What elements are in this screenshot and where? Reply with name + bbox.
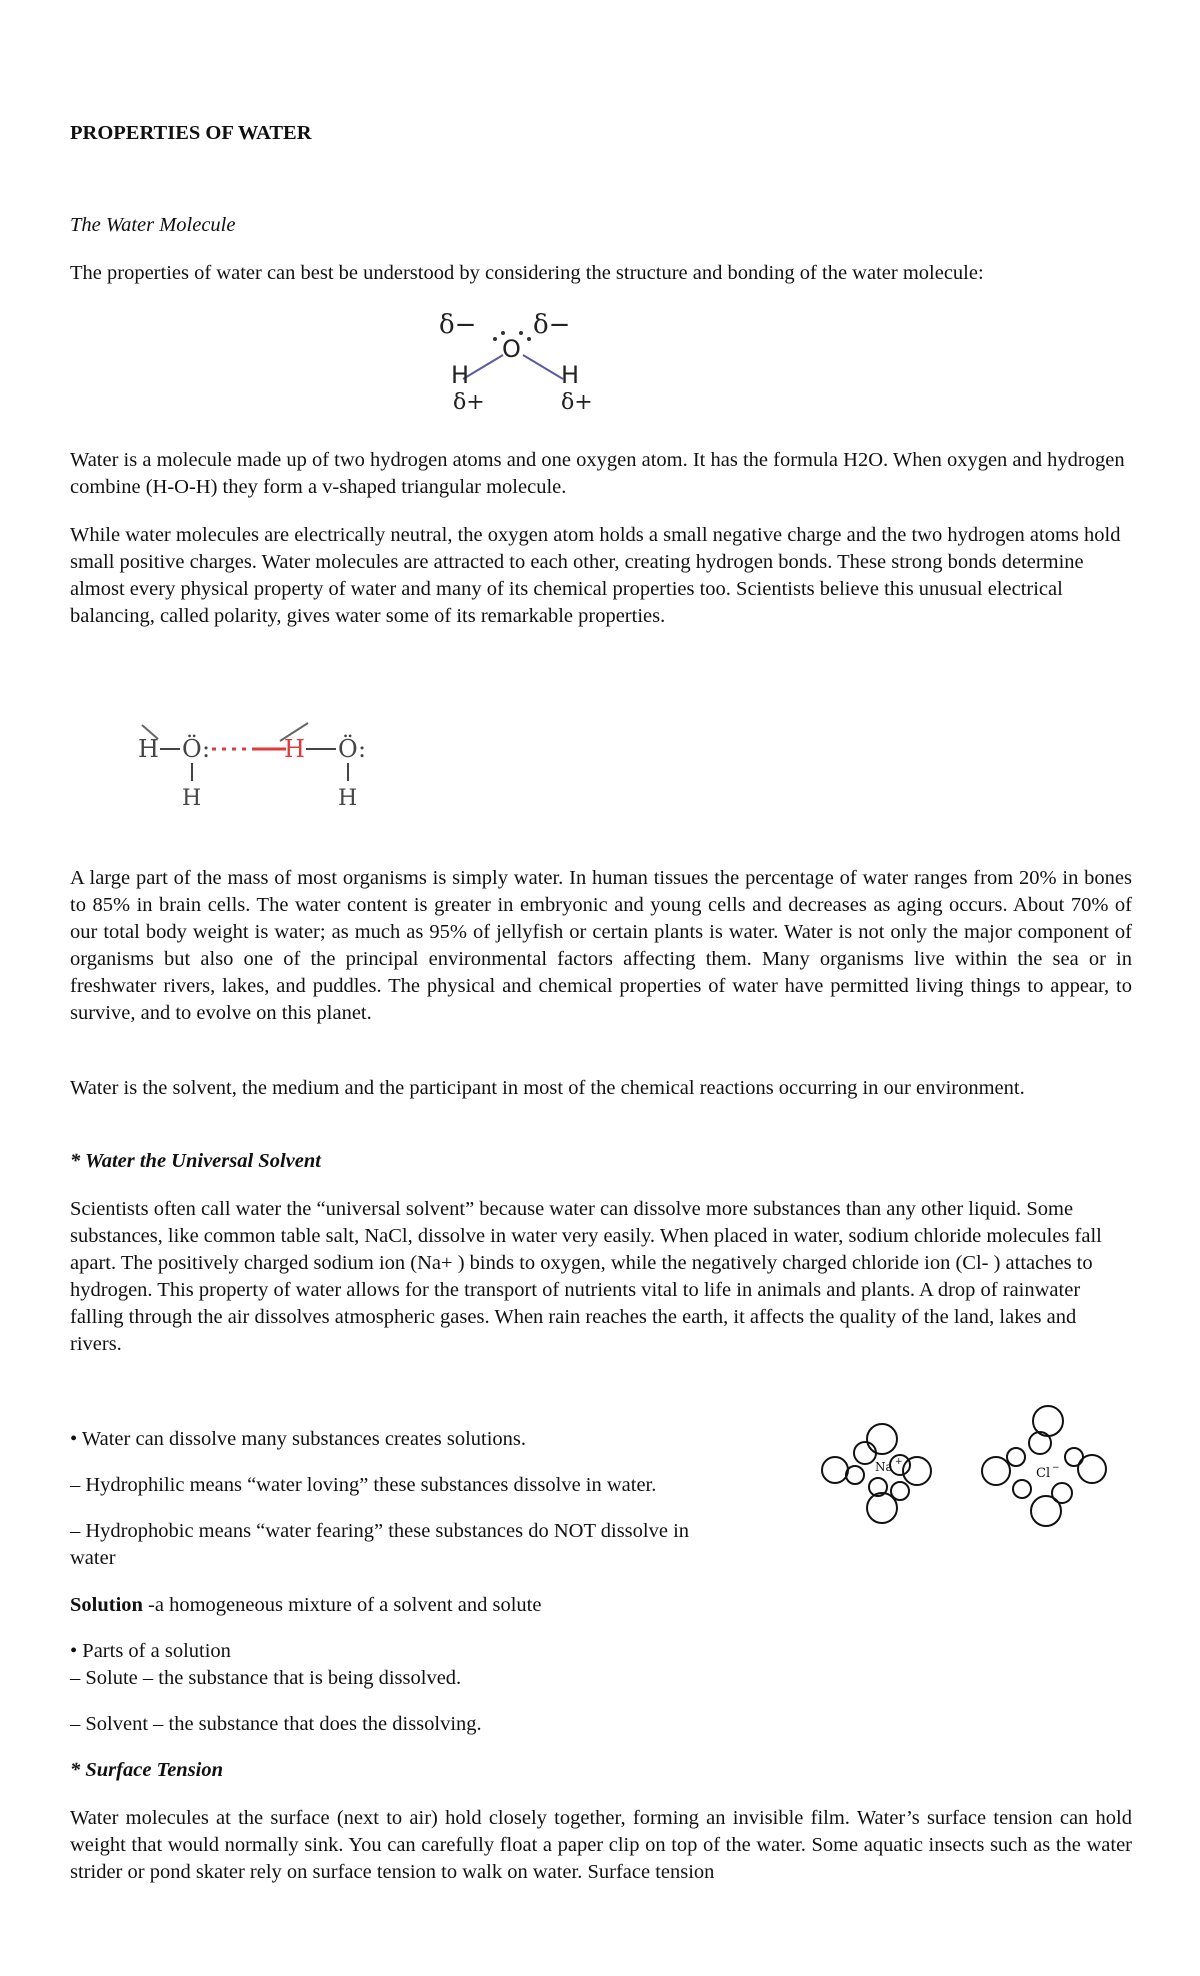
delta-minus-left: δ− bbox=[439, 310, 477, 340]
solute-line: – Solute – the substance that is being dissolved. bbox=[70, 1667, 462, 1689]
oxygen-label: O bbox=[502, 335, 521, 363]
o-left: Ö bbox=[182, 735, 202, 763]
paragraph-organisms: A large part of the mass of most organisms is simply water. In human tissues the percentage of water ranges from 20% in bones to 85% in brain cells. The water content is greater in embryonic and young cells and decreases as aging occurs. About 70% of our total body weight is water; as much as 95% of jellyfish or certain plants is water. Water is not only the major component of organisms but also one of the principal environmental factors affecting them. Many organisms live within the sea or in freshwater rivers, lakes, and puddles. The physical and chemical properties of water have permitted living things to appear, to survive, and to evolve on this planet. bbox=[70, 867, 1132, 1024]
o-right: Ö bbox=[338, 735, 358, 763]
intro-paragraph: The properties of water can best be understood by considering the structure and bonding of the water molecule: bbox=[70, 262, 984, 284]
water-molecule-diagram bbox=[425, 305, 625, 415]
solvent-line: – Solvent – the substance that does the dissolving. bbox=[70, 1713, 482, 1735]
delta-minus-right: δ− bbox=[533, 310, 571, 340]
hydrogen-left: H bbox=[451, 361, 470, 389]
hydrogen-right: H bbox=[561, 361, 580, 389]
delta-plus-right: δ+ bbox=[561, 390, 593, 415]
delta-plus-left: δ+ bbox=[453, 390, 485, 415]
paragraph-universal-solvent: Scientists often call water the “universal solvent” because water can dissolve more substances than any other liquid. Some substances, like common table salt, NaCl, dissolve in water very easily. When placed in water, sodium chloride molecules fall apart. The positively charged sodium ion (Na+ ) binds to oxygen, while the negatively charged chloride ion (Cl- ) attaches to hydrogen. This property of water allows for the transport of nutrients vital to life in animals and plants. A drop of rainwater falling through the air dissolves atmospheric gases. When rain reaches the earth, it affects the quality of the land, lakes and rivers. bbox=[70, 1198, 1102, 1355]
hydrophobic-line: – Hydrophobic means “water fearing” these substances do NOT dissolve in water bbox=[70, 1520, 690, 1569]
solution-definition bbox=[70, 1592, 790, 1619]
hydrophilic-line: – Hydrophilic means “water loving” these substances dissolve in water. bbox=[70, 1474, 657, 1496]
section-heading-surface-tension: * Surface Tension bbox=[70, 1759, 224, 1781]
section-heading-universal-solvent: * Water the Universal Solvent bbox=[70, 1150, 321, 1172]
section-heading-water-molecule: The Water Molecule bbox=[70, 214, 236, 236]
h-bottom-right: H bbox=[338, 786, 358, 811]
page-title: PROPERTIES OF WATER bbox=[70, 122, 312, 144]
h-bottom-left: H bbox=[182, 786, 202, 811]
paragraph-solvent-medium: Water is the solvent, the medium and the participant in most of the chemical reactions occurring in our environment. bbox=[70, 1077, 1025, 1099]
solution-def-text: -a homogeneous mixture of a solvent and solute bbox=[142, 1594, 542, 1616]
paragraph-surface-tension: Water molecules at the surface (next to air) hold closely together, forming an invisible film. Water’s surface tension can hold weight that would normally sink. You can carefully float a paper clip on top of the water. Some aquatic insects such as the water strider or pond skater rely on surface tension to walk on water. Surface tension bbox=[70, 1807, 1132, 1883]
colon-left: : bbox=[202, 735, 211, 763]
bullet-dissolve: • Water can dissolve many substances creates solutions. bbox=[70, 1428, 527, 1450]
colon-right: : bbox=[358, 735, 367, 763]
parts-of-solution: • Parts of a solution bbox=[70, 1640, 231, 1662]
paragraph-water-formula: Water is a molecule made up of two hydrogen atoms and one oxygen atom. It has the formula H2O. When oxygen and hydrogen combine (H-O-H) they form a v-shaped triangular molecule. bbox=[70, 449, 1125, 498]
chloride-ion-charge: − bbox=[1052, 1463, 1060, 1473]
sodium-ion-label: Na bbox=[875, 1460, 893, 1474]
paragraph-polarity: While water molecules are electrically neutral, the oxygen atom holds a small negative charge and the two hydrogen atoms hold small positive charges. Water molecules are attracted to each other, creating hydrogen bonds. These strong bonds determine almost every physical property of water and many of its chemical properties too. Scientists believe this unusual electrical balancing, called polarity, gives water some of its remarkable properties. bbox=[70, 524, 1121, 627]
h-left: H bbox=[138, 735, 159, 763]
solution-term: Solution bbox=[70, 1594, 143, 1616]
chloride-ion-label: Cl bbox=[1036, 1466, 1051, 1481]
h-bond-hydrogen: H bbox=[284, 735, 305, 763]
hydrogen-bond-diagram bbox=[130, 715, 470, 815]
ion-hydration-diagram bbox=[800, 1405, 1130, 1535]
sodium-ion-charge: + bbox=[895, 1457, 903, 1467]
